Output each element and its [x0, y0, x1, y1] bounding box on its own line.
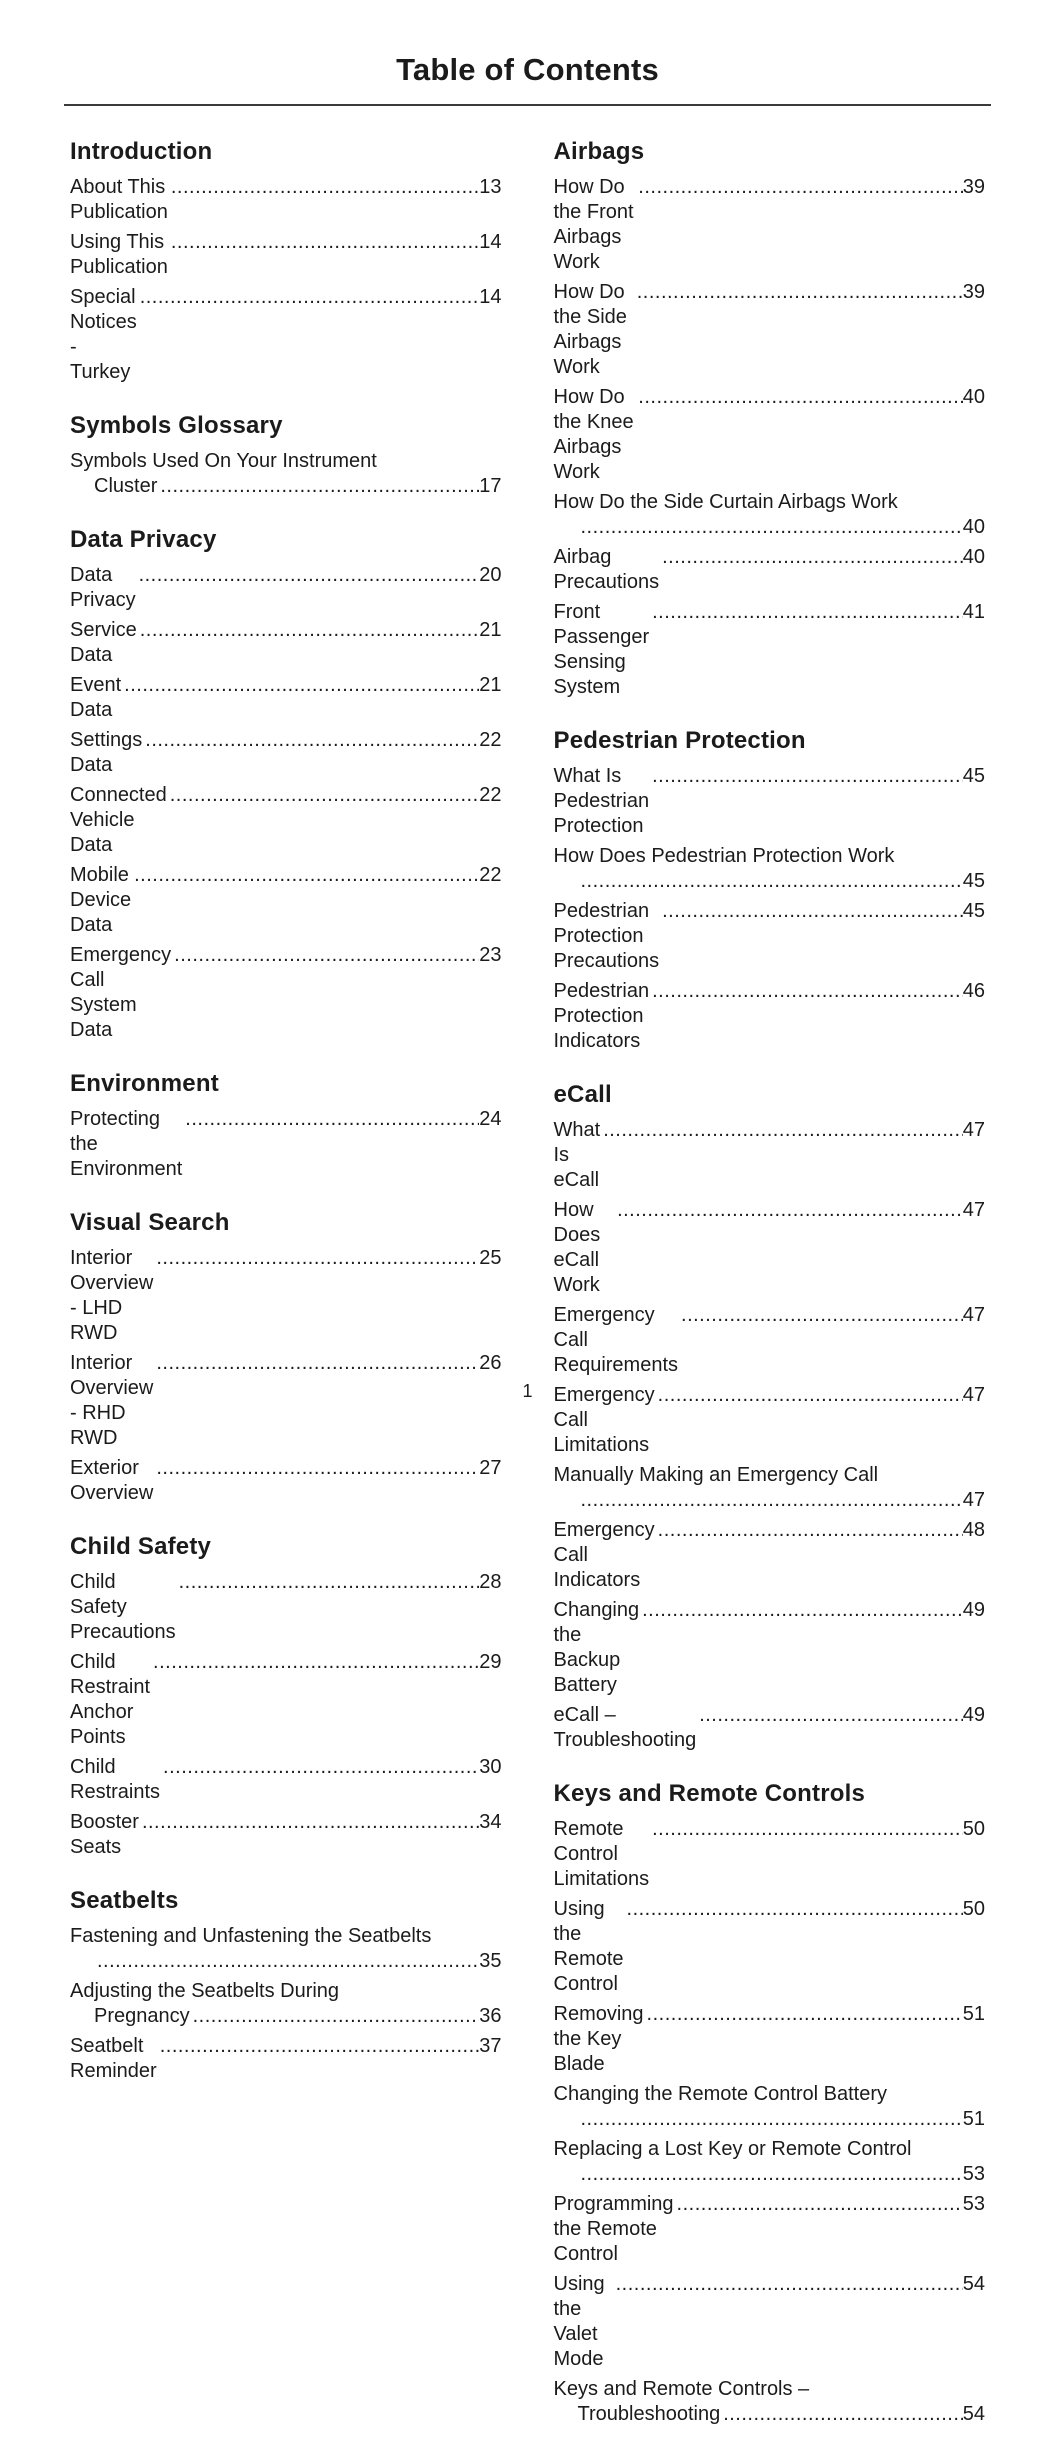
entry-label: Removing the Key Blade — [553, 2003, 644, 2075]
toc-column-left — [70, 138, 502, 2454]
entry-page-number: 51 — [962, 2108, 985, 2130]
entry-label: Symbols Used On Your Instrument — [70, 450, 377, 472]
section-heading: Airbags — [553, 138, 645, 165]
toc-entry[interactable] — [554, 490, 986, 540]
dot-leader — [681, 1303, 963, 1328]
entry-label: Changing the Remote Control Battery — [553, 2083, 888, 2105]
entry-line — [554, 1198, 986, 1298]
entry-line — [554, 1897, 986, 1997]
entry-page-number: 40 — [962, 546, 985, 568]
entry-label: Interior Overview - LHD RWD — [70, 1247, 154, 1344]
dot-leader — [581, 1488, 963, 1513]
entry-line — [554, 2137, 986, 2162]
dot-leader — [139, 563, 480, 588]
entry-line — [554, 1817, 986, 1892]
toc-entry[interactable] — [70, 1246, 502, 1346]
dot-leader — [97, 1949, 479, 1974]
entry-page-number: 51 — [962, 2003, 985, 2025]
entry-page-number: 21 — [479, 619, 502, 641]
entry-label: Interior Overview - RHD RWD — [70, 1352, 154, 1449]
entry-label: What Is eCall — [553, 1119, 601, 1191]
toc-entry[interactable] — [70, 1755, 502, 1805]
entry-line — [554, 1488, 986, 1513]
toc-entry[interactable] — [554, 280, 986, 380]
section-heading: Environment — [70, 1070, 219, 1097]
toc-entry[interactable] — [70, 449, 502, 499]
dot-leader — [603, 1118, 963, 1143]
entry-line — [554, 600, 986, 700]
entry-line — [70, 618, 502, 668]
entry-page-number: 41 — [962, 601, 985, 623]
entry-page-number: 30 — [479, 1756, 502, 1778]
dot-leader — [723, 2402, 963, 2427]
entry-page-number: 48 — [962, 1519, 985, 1541]
entry-page-number: 46 — [962, 980, 985, 1002]
entry-page-number: 26 — [479, 1352, 502, 1374]
entry-label: Connected Vehicle Data — [70, 784, 167, 856]
entry-line — [554, 2402, 986, 2427]
entry-page-number: 36 — [479, 2005, 502, 2027]
toc-entry[interactable] — [554, 1897, 986, 1997]
entry-line — [554, 2377, 986, 2402]
dot-leader — [153, 1650, 479, 1675]
entry-page-number: 23 — [479, 944, 502, 966]
entry-page-number: 54 — [962, 2273, 985, 2295]
entry-line — [70, 673, 502, 723]
dot-leader — [185, 1107, 479, 1132]
entry-page-number: 25 — [479, 1247, 502, 1269]
toc-entry[interactable] — [554, 2192, 986, 2267]
section-heading: Pedestrian Protection — [553, 727, 806, 754]
entry-line — [554, 175, 986, 275]
toc-entry[interactable] — [70, 673, 502, 723]
entry-page-number: 22 — [479, 784, 502, 806]
entry-page-number: 49 — [962, 1704, 985, 1726]
entry-label: Emergency Call System Data — [70, 944, 172, 1041]
dot-leader — [652, 979, 963, 1004]
title-divider — [64, 104, 991, 106]
entry-page-number: 53 — [962, 2163, 985, 2185]
entry-page-number: 47 — [962, 1119, 985, 1141]
toc-entry[interactable] — [554, 2377, 986, 2427]
toc-entry[interactable] — [554, 2002, 986, 2077]
toc-entry[interactable] — [554, 175, 986, 275]
toc-entry[interactable] — [554, 2272, 986, 2372]
toc-entry[interactable] — [70, 563, 502, 613]
entry-line — [554, 1303, 986, 1378]
toc-section — [70, 526, 502, 1043]
dot-leader — [662, 899, 963, 924]
entry-page-number: 47 — [962, 1384, 985, 1406]
dot-leader — [170, 783, 480, 808]
toc-entry[interactable] — [554, 2137, 986, 2187]
toc-entry[interactable] — [70, 285, 502, 385]
entry-line — [554, 280, 986, 380]
dot-leader — [171, 175, 479, 200]
toc-entry[interactable] — [70, 943, 502, 1043]
dot-leader — [156, 1351, 479, 1376]
section-heading: Seatbelts — [70, 1887, 179, 1914]
entry-line — [70, 1570, 502, 1645]
entry-label: Front Passenger Sensing System — [553, 601, 650, 698]
dot-leader — [193, 2004, 480, 2029]
toc-entry[interactable] — [554, 600, 986, 700]
entry-label: How Do the Side Airbags Work — [553, 281, 627, 378]
entry-page-number: 37 — [479, 2035, 502, 2057]
entry-line — [554, 385, 986, 485]
entry-label: What Is Pedestrian Protection — [553, 765, 650, 837]
page-number: 1 — [522, 1381, 533, 1401]
entry-label: Child Restraint Anchor Points — [70, 1651, 151, 1748]
toc-section — [554, 1081, 986, 1753]
toc-section — [70, 1070, 502, 1182]
entry-page-number: 20 — [479, 564, 502, 586]
section-heading: Data Privacy — [70, 526, 217, 553]
entry-label: Fastening and Unfastening the Seatbelts — [70, 1925, 432, 1947]
entry-page-number: 40 — [962, 516, 985, 538]
entry-page-number: 47 — [962, 1489, 985, 1511]
dot-leader — [145, 728, 479, 753]
entry-page-number: 24 — [479, 1108, 502, 1130]
toc-entry[interactable] — [554, 899, 986, 974]
entry-line — [70, 1246, 502, 1346]
toc-entry[interactable] — [70, 783, 502, 858]
toc-columns — [64, 138, 991, 2454]
entry-label: Child Restraints — [70, 1756, 161, 1803]
entry-line — [554, 2002, 986, 2077]
dot-leader — [616, 2272, 963, 2297]
dot-leader — [171, 230, 479, 255]
dot-leader — [647, 2002, 963, 2027]
entry-label: Exterior Overview — [70, 1457, 154, 1504]
entry-line — [70, 1107, 502, 1182]
dot-leader — [142, 1810, 479, 1835]
entry-line — [554, 2272, 986, 2372]
entry-page-number: 14 — [479, 286, 502, 308]
dot-leader — [134, 863, 479, 888]
entry-label: How Does Pedestrian Protection Work — [553, 845, 895, 867]
entry-label: Data Privacy — [70, 564, 136, 611]
toc-section — [70, 1533, 502, 1860]
entry-line — [554, 869, 986, 894]
entry-label: How Do the Front Airbags Work — [553, 176, 634, 273]
entry-label: Programming the Remote Control — [553, 2193, 674, 2265]
entry-line — [70, 230, 502, 280]
section-heading: Symbols Glossary — [70, 412, 283, 439]
entry-label: Adjusting the Seatbelts During — [70, 1980, 340, 2002]
dot-leader — [652, 600, 963, 625]
entry-line — [554, 2107, 986, 2132]
toc-section — [554, 1780, 986, 2427]
dot-leader — [652, 764, 963, 789]
entry-line — [70, 2004, 502, 2029]
entry-label: Emergency Call Limitations — [553, 1384, 655, 1456]
entry-line — [70, 728, 502, 778]
toc-section — [70, 1887, 502, 2084]
entry-page-number: 45 — [962, 870, 985, 892]
entry-page-number: 21 — [479, 674, 502, 696]
entry-page-number: 50 — [962, 1818, 985, 1840]
entry-line — [70, 1755, 502, 1805]
entry-page-number: 35 — [479, 1950, 502, 1972]
entry-page-number: 54 — [962, 2403, 985, 2425]
entry-page-number: 14 — [479, 231, 502, 253]
dot-leader — [156, 1246, 479, 1271]
entry-line — [554, 1518, 986, 1593]
toc-entry[interactable] — [70, 230, 502, 280]
page-title: Table of Contents — [396, 52, 659, 87]
dot-leader — [581, 2107, 963, 2132]
toc-entry[interactable] — [554, 979, 986, 1054]
toc-section — [554, 138, 986, 700]
entry-page-number: 13 — [479, 176, 502, 198]
entry-label: Service Data — [70, 619, 137, 666]
entry-page-number: 53 — [962, 2193, 985, 2215]
dot-leader — [581, 515, 963, 540]
toc-entry[interactable] — [554, 1598, 986, 1698]
entry-page-number: 17 — [479, 475, 502, 497]
dot-leader — [637, 280, 963, 305]
toc-entry[interactable] — [554, 1703, 986, 1753]
entry-page-number: 39 — [962, 281, 985, 303]
dot-leader — [174, 943, 479, 968]
entry-line — [70, 474, 502, 499]
section-heading: eCall — [553, 1081, 612, 1108]
entry-line — [554, 1463, 986, 1488]
toc-entry[interactable] — [70, 1107, 502, 1182]
entry-page-number: 47 — [962, 1304, 985, 1326]
entry-page-number: 39 — [962, 176, 985, 198]
toc-entry[interactable] — [554, 1518, 986, 1593]
toc-entry[interactable] — [70, 863, 502, 938]
toc-section — [70, 1209, 502, 1506]
toc-entry[interactable] — [70, 1570, 502, 1645]
entry-line — [70, 1979, 502, 2004]
toc-entry[interactable] — [554, 844, 986, 894]
toc-entry[interactable] — [554, 385, 986, 485]
section-heading: Keys and Remote Controls — [553, 1780, 866, 1807]
entry-label: Mobile Device Data — [70, 864, 132, 936]
entry-label: Pedestrian Protection Precautions — [553, 900, 660, 972]
toc-entry[interactable] — [70, 2034, 502, 2084]
entry-label: How Does eCall Work — [553, 1199, 601, 1296]
entry-label: Cluster — [94, 475, 158, 497]
entry-label: About This Publication — [70, 176, 168, 223]
entry-line — [70, 1456, 502, 1506]
dot-leader — [652, 1817, 963, 1842]
entry-label: eCall – Troubleshooting — [553, 1704, 697, 1751]
entry-line — [70, 1810, 502, 1860]
entry-line — [70, 563, 502, 613]
dot-leader — [617, 1198, 963, 1223]
dot-leader — [638, 385, 962, 410]
entry-page-number: 45 — [962, 765, 985, 787]
section-heading: Child Safety — [70, 1533, 212, 1560]
dot-leader — [642, 1598, 963, 1623]
entry-page-number: 34 — [479, 1811, 502, 1833]
toc-entry[interactable] — [70, 1979, 502, 2029]
dot-leader — [662, 545, 963, 570]
dot-leader — [581, 2162, 963, 2187]
entry-label: Booster Seats — [70, 1811, 139, 1858]
entry-page-number: 27 — [479, 1457, 502, 1479]
entry-label: Airbag Precautions — [553, 546, 660, 593]
toc-section — [70, 412, 502, 499]
entry-label: Protecting the Environment — [70, 1108, 183, 1180]
entry-label: Seatbelt Reminder — [70, 2035, 157, 2082]
entry-line — [70, 943, 502, 1043]
entry-line — [554, 515, 986, 540]
entry-label: Child Safety Precautions — [70, 1571, 176, 1643]
toc-entry[interactable] — [554, 2082, 986, 2132]
entry-line — [70, 1650, 502, 1750]
entry-label: Remote Control Limitations — [553, 1818, 650, 1890]
entry-line — [554, 2082, 986, 2107]
entry-label: Using the Valet Mode — [553, 2273, 605, 2370]
toc-section — [554, 727, 986, 1054]
entry-label: Emergency Call Indicators — [553, 1519, 655, 1591]
entry-label: Troubleshooting — [577, 2403, 721, 2425]
entry-label: Pedestrian Protection Indicators — [553, 980, 650, 1052]
dot-leader — [140, 285, 480, 310]
entry-line — [70, 1949, 502, 1974]
dot-leader — [699, 1703, 963, 1728]
entry-page-number: 45 — [962, 900, 985, 922]
entry-page-number: 29 — [479, 1651, 502, 1673]
entry-line — [70, 449, 502, 474]
dot-leader — [124, 673, 479, 698]
toc-entry[interactable] — [70, 1810, 502, 1860]
toc-entry[interactable] — [70, 175, 502, 225]
entry-page-number: 22 — [479, 864, 502, 886]
entry-label: How Do the Knee Airbags Work — [553, 386, 634, 483]
entry-label: Keys and Remote Controls – — [553, 2378, 810, 2400]
dot-leader — [160, 2034, 480, 2059]
toc-entry[interactable] — [554, 1463, 986, 1513]
entry-label: Replacing a Lost Key or Remote Control — [553, 2138, 912, 2160]
entry-label: Settings Data — [70, 729, 143, 776]
entry-label: How Do the Side Curtain Airbags Work — [553, 491, 898, 513]
entry-line — [554, 545, 986, 595]
dot-leader — [163, 1755, 479, 1780]
entry-page-number: 47 — [962, 1199, 985, 1221]
dot-leader — [156, 1456, 479, 1481]
entry-line — [554, 979, 986, 1054]
dot-leader — [179, 1570, 480, 1595]
toc-entry[interactable] — [554, 1118, 986, 1193]
toc-entry[interactable] — [70, 1924, 502, 1974]
entry-line — [70, 1924, 502, 1949]
entry-page-number: 40 — [962, 386, 985, 408]
entry-label: Pregnancy — [94, 2005, 190, 2027]
entry-line — [70, 783, 502, 858]
entry-label: Special Notices - Turkey — [70, 286, 137, 383]
entry-line — [554, 490, 986, 515]
toc-entry[interactable] — [554, 1817, 986, 1892]
toc-section — [70, 138, 502, 385]
entry-page-number: 49 — [962, 1599, 985, 1621]
entry-line — [554, 2162, 986, 2187]
toc-entry[interactable] — [70, 1456, 502, 1506]
entry-page-number: 50 — [962, 1898, 985, 1920]
entry-label: Using the Remote Control — [553, 1898, 624, 1995]
entry-line — [554, 899, 986, 974]
toc-column-right — [554, 138, 986, 2454]
entry-line — [554, 1598, 986, 1698]
dot-leader — [627, 1897, 963, 1922]
entry-line — [70, 175, 502, 225]
entry-label: Manually Making an Emergency Call — [553, 1464, 879, 1486]
entry-line — [554, 2192, 986, 2267]
toc-entry[interactable] — [70, 618, 502, 668]
toc-entry[interactable] — [554, 1303, 986, 1378]
dot-leader — [677, 2192, 963, 2217]
entry-page-number: 28 — [479, 1571, 502, 1593]
dot-leader — [658, 1518, 963, 1543]
dot-leader — [638, 175, 962, 200]
toc-entry[interactable] — [554, 1198, 986, 1298]
entry-label: Using This Publication — [70, 231, 168, 278]
section-heading: Visual Search — [70, 1209, 230, 1236]
toc-entry[interactable] — [70, 1650, 502, 1750]
entry-line — [554, 1118, 986, 1193]
entry-label: Emergency Call Requirements — [553, 1304, 679, 1376]
entry-line — [554, 844, 986, 869]
entry-line — [70, 285, 502, 385]
toc-entry[interactable] — [70, 728, 502, 778]
entry-line — [554, 764, 986, 839]
toc-entry[interactable] — [554, 545, 986, 595]
entry-line — [70, 2034, 502, 2084]
dot-leader — [140, 618, 480, 643]
dot-leader — [581, 869, 963, 894]
section-heading: Introduction — [70, 138, 213, 165]
dot-leader — [160, 474, 479, 499]
entry-label: Event Data — [70, 674, 122, 721]
entry-line — [554, 1703, 986, 1753]
toc-entry[interactable] — [554, 764, 986, 839]
entry-label: Changing the Backup Battery — [553, 1599, 640, 1696]
entry-line — [70, 863, 502, 938]
entry-page-number: 22 — [479, 729, 502, 751]
